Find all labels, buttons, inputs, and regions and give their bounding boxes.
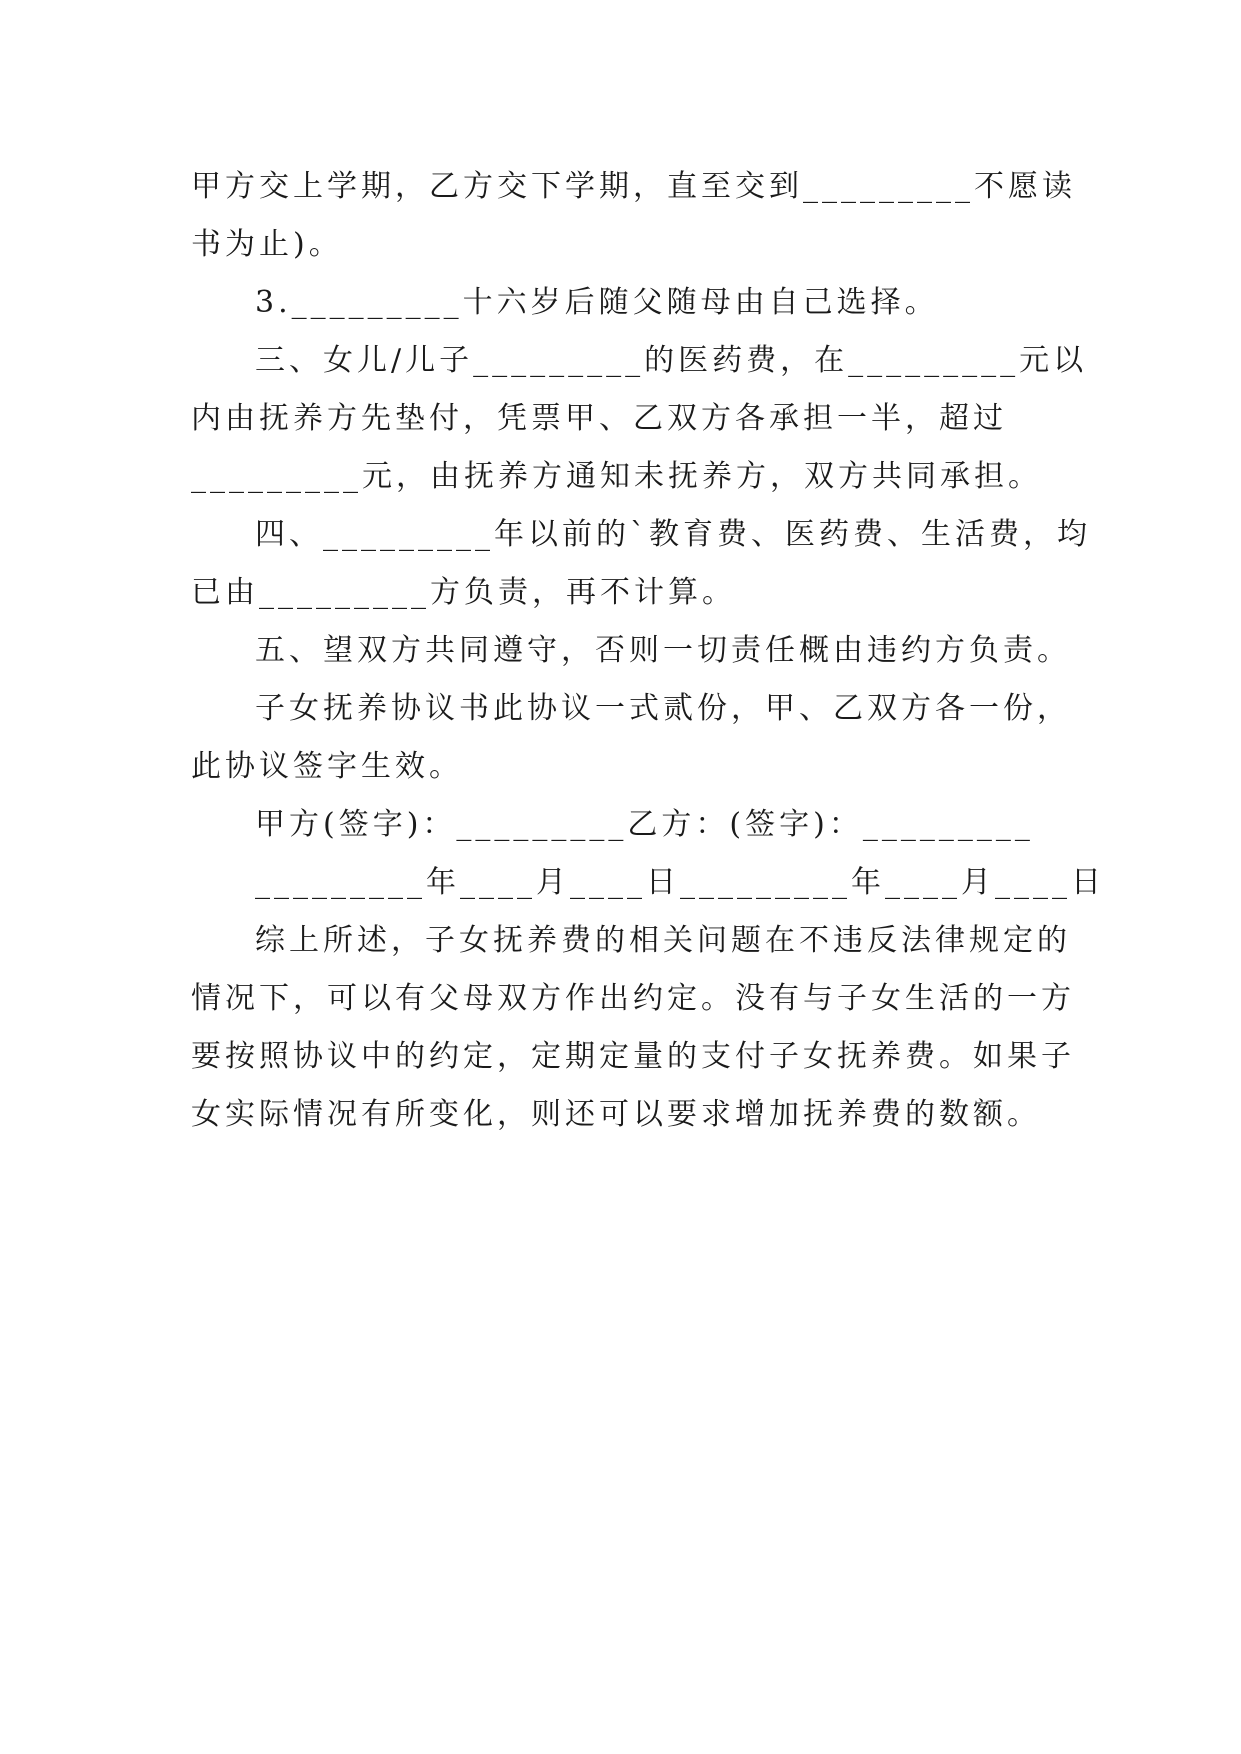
text-line: 甲方交上学期，乙方交下学期，直至交到_________不愿读 [191, 169, 1076, 204]
date-line: _________年____月____日_________年____月____日 [255, 865, 1105, 900]
text-line: 五、望双方共同遵守，否则一切责任概由违约方负责。 [255, 633, 1071, 668]
text-line: 内由抚养方先垫付，凭票甲、乙双方各承担一半，超过 [191, 401, 1007, 436]
signature-line: 甲方(签字)：_________乙方：(签字)：_________ [255, 807, 1034, 842]
text-line: 综上所述，子女抚养费的相关问题在不违反法律规定的 [255, 923, 1071, 958]
text-line: 3._________十六岁后随父随母由自己选择。 [255, 285, 939, 320]
text-line: 女实际情况有所变化，则还可以要求增加抚养费的数额。 [191, 1097, 1041, 1132]
text-line: 子女抚养协议书此协议一式贰份，甲、乙双方各一份， [255, 691, 1071, 726]
text-line: 四、_________年以前的`教育费、医药费、生活费，均 [255, 517, 1091, 552]
text-line: 情况下，可以有父母双方作出约定。没有与子女生活的一方 [191, 981, 1075, 1016]
text-line: 书为止)。 [191, 227, 343, 262]
text-line: 要按照协议中的约定，定期定量的支付子女抚养费。如果子 [191, 1039, 1075, 1074]
text-line: 三、女儿/儿子_________的医药费，在_________元以 [255, 343, 1088, 378]
text-line: 此协议签字生效。 [191, 749, 463, 784]
text-line: _________元，由抚养方通知未抚养方，双方共同承担。 [191, 459, 1042, 494]
text-line: 已由_________方负责，再不计算。 [191, 575, 736, 610]
document-body [191, 158, 1105, 1144]
